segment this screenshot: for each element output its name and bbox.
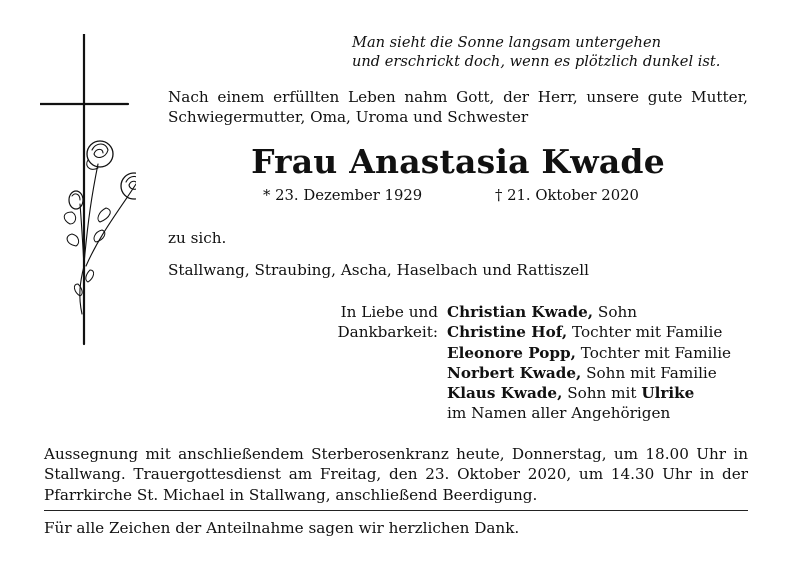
closing-phrase: zu sich. <box>168 229 227 247</box>
mourners-label <box>300 302 438 343</box>
intro-text: Nach einem erfüllten Leben nahm Gott, der Herr, unsere gute Mutter, Schwiegermutter, Oma, Uroma und Schwester <box>168 88 748 126</box>
mourner-relation: Sohn mit Familie <box>581 363 717 382</box>
places-line: Stallwang, Straubing, Ascha, Haselbach und Rattiszell <box>168 261 589 279</box>
mourner-relation: Sohn mit <box>562 384 642 403</box>
quote-line-1: Man sieht die Sonne langsam untergehen <box>352 34 661 51</box>
mourners-label-line-2: Dankbarkeit: <box>337 323 438 342</box>
quote-line-2: und erschrickt doch, wenn es plötzlich dunkel ist. <box>352 53 721 70</box>
mourner-name: Christian Kwade, <box>447 303 594 321</box>
epigraph-quote <box>352 33 752 71</box>
mourner-entry <box>447 383 757 403</box>
mourner-entry <box>447 302 757 322</box>
mourner-relation: Tochter mit Familie <box>575 343 732 362</box>
death-date: † 21. Oktober 2020 <box>495 187 639 204</box>
mourner-name: Klaus Kwade, <box>447 384 563 403</box>
mourner-entry <box>447 322 757 342</box>
funeral-notice: Aussegnung mit anschließendem Sterberosenkranz heute, Donnerstag, um 18.00 Uhr in Stallwang. Trauergottesdienst am Freitag, den 23. Oktober 2020, um 14.30 Uhr in der Pfarrkirche St. Michael in Stallwang, anschließend Beerdigung. <box>44 445 748 504</box>
mourner-entry <box>447 363 757 383</box>
mourner-relation: Tochter mit Familie <box>567 323 723 342</box>
mourner-name: Norbert Kwade, <box>447 363 582 382</box>
mourners-label-line-1: In Liebe und <box>340 303 438 321</box>
divider-line <box>44 510 748 511</box>
mourners-footer: im Namen aller Angehörigen <box>447 404 671 423</box>
mourners-list <box>447 302 757 424</box>
deceased-name: Frau Anastasia Kwade <box>251 142 665 181</box>
mourner-entry <box>447 343 757 363</box>
mourner-extra-name: Ulrike <box>641 384 695 403</box>
mourner-name: Eleonore Popp, <box>447 343 576 362</box>
mourner-relation: Sohn <box>593 303 638 321</box>
thanks-line: Für alle Zeichen der Anteilnahme sagen wir herzlichen Dank. <box>44 519 520 537</box>
cross-with-roses-icon <box>40 34 136 346</box>
mourner-name: Christine Hof, <box>447 323 568 342</box>
birth-date: * 23. Dezember 1929 <box>263 187 423 204</box>
